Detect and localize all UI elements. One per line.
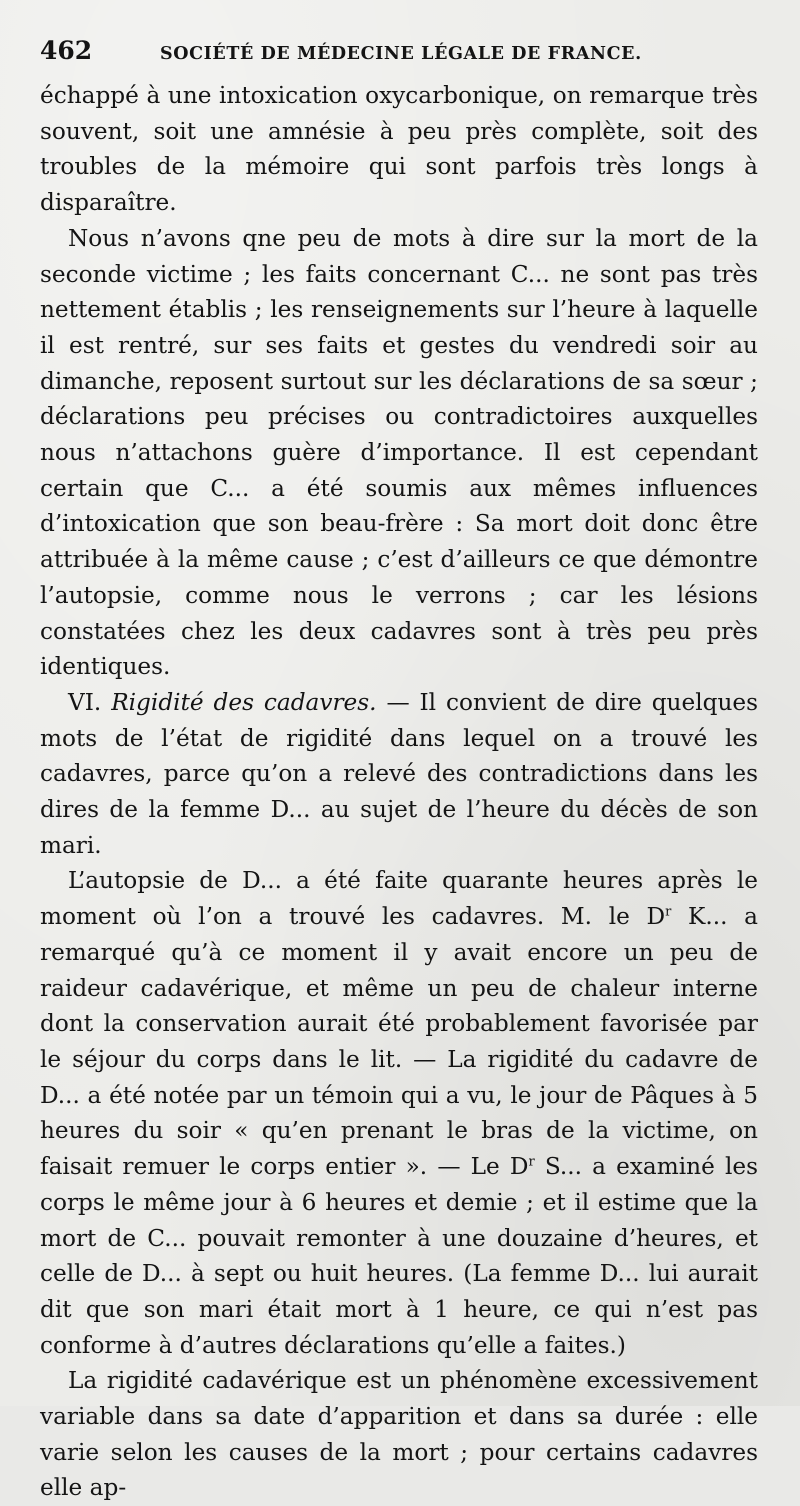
journal-title: SOCIÉTÉ DE MÉDECINE LÉGALE DE FRANCE. [160,44,642,64]
page-number: 462 [40,36,93,65]
paragraph-second-victim: Nous n’avons qne peu de mots à dire sur la mort de la seconde victime ; les faits concernant C... ne sont pas très nettement établis ; les renseignements sur l’heure à laquelle il est rentré, sur ses faits et gestes du vendredi soir au dimanche, reposent surtout sur les déclarations de sa sœur ; déclarations peu précises ou contradictoires auxquelles nous n’attachons guère d’importance. Il est cependant certain que C... a été soumis aux mêmes influences d’intoxication que son beau-frère : Sa mort doit donc être attribuée à la même cause ; c’est d’ailleurs ce que démontre l’autopsie, comme nous le verrons ; car les lésions constatées chez les deux cadavres sont à très peu près identiques. [40,224,758,681]
paragraph-continuation: échappé à une intoxication oxycarbonique, on remarque très souvent, soit une amnésie à peu près complète, soit des troubles de la mémoire qui sont parfois très longs à disparaître. [40,82,758,217]
autopsy-text-part-2: K... a remarqué qu’à ce moment il y avait encore un peu de raideur cadavérique, et même un peu de chaleur interne dont la conservation aurait été probablement favorisée par le séjour du corps dans le lit. — La rigidité du cadavre de D... a été notée par un témoin qui a vu, le jour de Pâques à 5 heures du soir « qu’en prenant le bras de la victime, on faisait remuer le corps entier ». — Le D [40,903,758,1181]
body-text [40,78,758,1506]
section-text: — Il convient de dire quelques mots de l’état de rigidité dans lequel on a trouvé les cadavres, parce qu’on a relevé des contradictions dans les dires de la femme D... au sujet de l’heure du décès de son mari. [40,688,759,859]
running-head [40,36,758,76]
autopsy-text-part-1: L’autopsie de D... a été faite quarante heures après le moment où l’on a trouvé les cadavres. M. le D [40,867,758,931]
doctor-superscript: r [665,904,672,920]
paragraph-autopsy [40,863,758,1363]
section-number: VI. [68,688,102,716]
doctor-superscript: r [528,1154,535,1170]
autopsy-text-part-3: S... a examiné les corps le même jour à 6 heures et demie ; et il estime que la mort de C... pouvait remonter à une douzaine d’heures, et celle de D... à sept ou huit heures. (La femme D... lui aurait dit que son mari était mort à 1 heure, ce qui n’est pas conforme à d’autres déclarations qu’elle a faites.) [40,1153,758,1359]
paragraph-rigidity: La rigidité cadavérique est un phénomène excessivement variable dans sa date d’apparition et dans sa durée : elle varie selon les causes de la mort ; pour certains cadavres elle ap- [40,1367,758,1502]
section-title: Rigidité des cadavres. [111,688,377,716]
paragraph-section-vi [40,685,758,864]
